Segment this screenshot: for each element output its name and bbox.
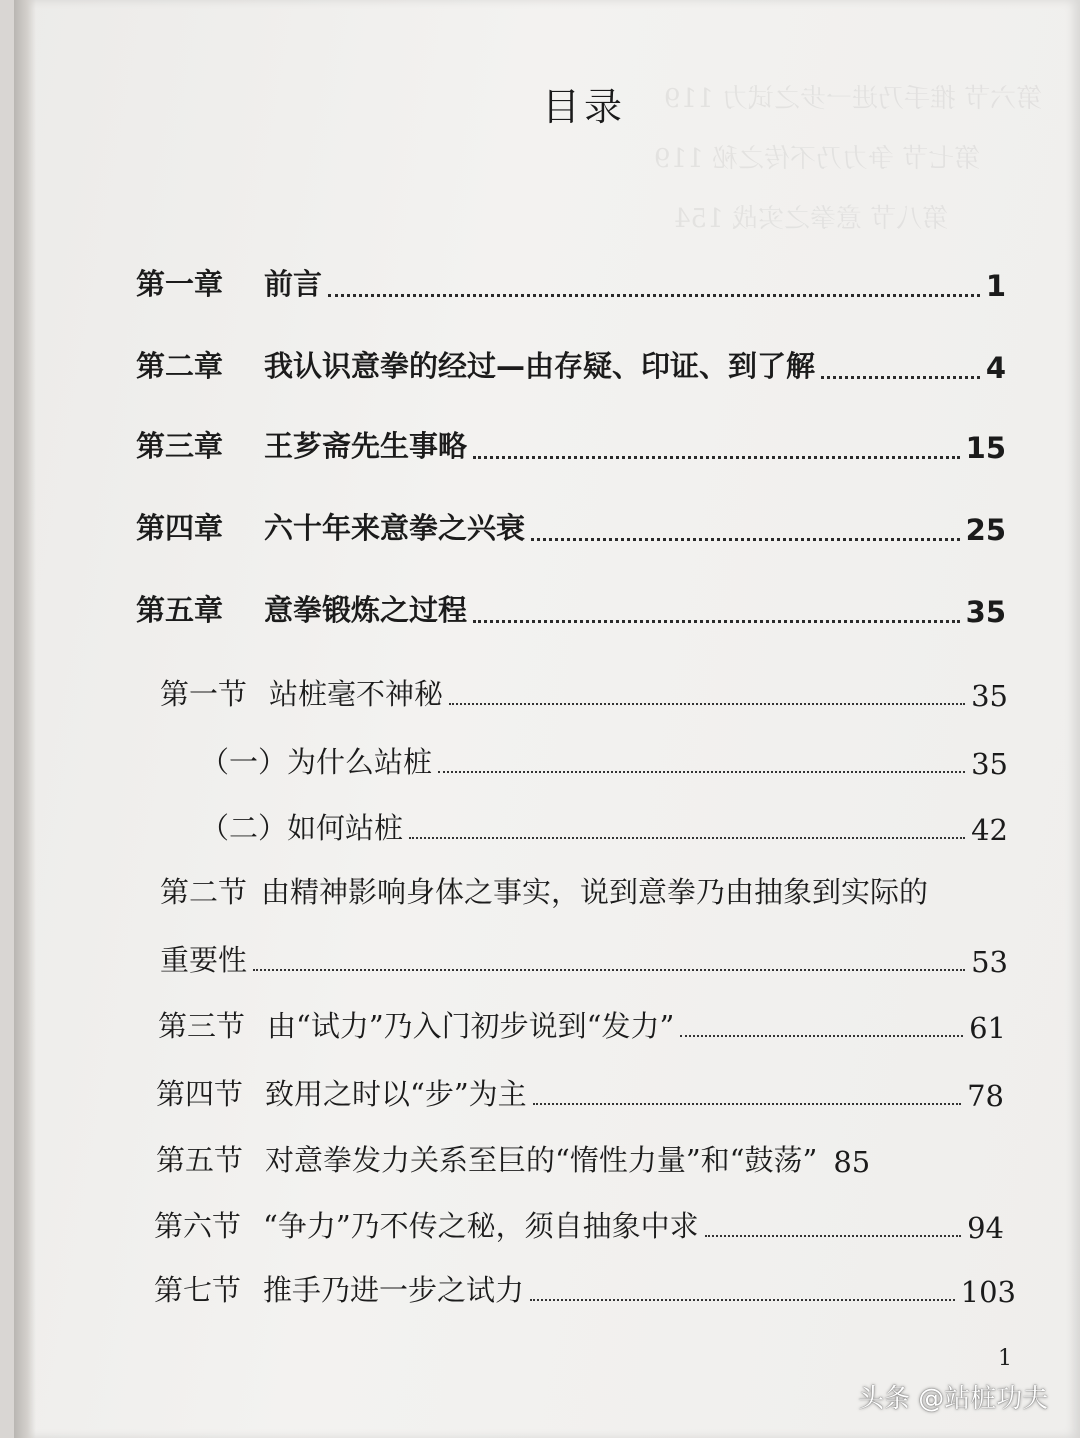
- section-tag: 第一节: [160, 677, 248, 711]
- bleed-through-text: 第八节 意拳之实战 154: [674, 204, 949, 234]
- chapter-title: 前言: [264, 267, 323, 301]
- section-page: 78: [967, 1079, 1004, 1113]
- book-page: [14, 0, 1080, 1438]
- section-page: 53: [971, 945, 1008, 979]
- toc-section-2-line1[interactable]: [160, 870, 928, 911]
- chapter-title: 王芗斋先生事略: [264, 429, 468, 463]
- dot-leader: [473, 455, 960, 459]
- bleed-through-text: 第七节 争力乃不传之秘 119: [654, 144, 981, 174]
- section-page: 35: [971, 679, 1008, 713]
- bleed-through-text: 第六节 推手乃进一步之试力 119: [664, 84, 1043, 114]
- dot-leader: [530, 1298, 955, 1301]
- toc-chapter-2[interactable]: [136, 344, 1006, 385]
- section-tag: 第五节: [156, 1143, 244, 1177]
- subsection-page: 35: [971, 747, 1008, 781]
- dot-leader: [438, 770, 965, 773]
- chapter-page: 35: [965, 595, 1006, 629]
- chapter-title: 我认识意拳的经过—由存疑、印证、到了解: [264, 349, 816, 383]
- toc-section-4[interactable]: [156, 1072, 1004, 1113]
- chapter-tag: 第四章: [136, 511, 224, 545]
- chapter-page: 25: [965, 513, 1006, 547]
- chapter-tag: 第一章: [136, 267, 224, 301]
- toc-section-3[interactable]: [158, 1004, 1006, 1045]
- subsection-title: （二）如何站桩: [200, 811, 404, 845]
- section-page: 61: [969, 1011, 1006, 1045]
- chapter-title: 六十年来意拳之兴衰: [264, 511, 526, 545]
- dot-leader: [821, 375, 980, 379]
- section-title: 由精神影响身体之事实，说到意拳乃由抽象到实际的: [261, 875, 929, 909]
- chapter-page: 1: [985, 269, 1006, 303]
- section-tag: 第七节: [154, 1273, 242, 1307]
- chapter-tag: 第五章: [136, 593, 224, 627]
- toc-subsection-1[interactable]: [200, 740, 1008, 781]
- subsection-title: （一）为什么站桩: [200, 745, 433, 779]
- section-title: 推手乃进一步之试力: [263, 1273, 525, 1307]
- dot-leader: [253, 968, 965, 971]
- section-tag: 第二节: [160, 875, 248, 909]
- section-page: 94: [967, 1211, 1004, 1245]
- toc-title: 目录: [541, 85, 626, 129]
- section-page: 103: [960, 1275, 1016, 1309]
- section-tag: 第六节: [154, 1209, 242, 1243]
- section-page: 85: [833, 1145, 871, 1179]
- section-title: 站桩毫不神秘: [269, 677, 444, 711]
- toc-chapter-4[interactable]: [136, 506, 1006, 547]
- chapter-tag: 第二章: [136, 349, 224, 383]
- chapter-page: 4: [985, 351, 1006, 385]
- dot-leader: [680, 1034, 963, 1037]
- dot-leader: [473, 619, 960, 623]
- subsection-page: 42: [971, 813, 1008, 847]
- book-spine-shadow: [14, 0, 36, 1438]
- section-title: 由“试力”乃入门初步说到“发力”: [267, 1009, 675, 1043]
- toc-section-5[interactable]: [156, 1138, 1006, 1179]
- dot-leader: [533, 1102, 961, 1105]
- section-title: 致用之时以“步”为主: [265, 1077, 527, 1111]
- section-tag: 第三节: [158, 1009, 246, 1043]
- dot-leader: [409, 836, 965, 839]
- toc-section-1[interactable]: [160, 672, 1008, 713]
- section-title-continued: 重要性: [160, 943, 248, 977]
- page-number: 1: [998, 1346, 1012, 1371]
- dot-leader: [705, 1234, 961, 1237]
- section-title: “争力”乃不传之秘，须自抽象中求: [263, 1209, 699, 1243]
- section-title: 对意拳发力关系至巨的“惰性力量”和“鼓荡”: [265, 1143, 818, 1177]
- chapter-tag: 第三章: [136, 429, 224, 463]
- watermark-text: 头条 @站桩功夫: [858, 1384, 1049, 1414]
- dot-leader: [531, 537, 960, 541]
- dot-leader: [328, 293, 980, 297]
- toc-chapter-1[interactable]: [136, 262, 1006, 303]
- chapter-title: 意拳锻炼之过程: [264, 593, 468, 627]
- toc-section-2-line2[interactable]: [160, 938, 1008, 979]
- chapter-page: 15: [965, 431, 1006, 465]
- toc-chapter-5[interactable]: [136, 588, 1006, 629]
- dot-leader: [449, 702, 965, 705]
- toc-section-6[interactable]: [154, 1204, 1004, 1245]
- toc-subsection-2[interactable]: [200, 806, 1008, 847]
- toc-chapter-3[interactable]: [136, 424, 1006, 465]
- toc-section-7[interactable]: [154, 1268, 1016, 1309]
- section-tag: 第四节: [156, 1077, 244, 1111]
